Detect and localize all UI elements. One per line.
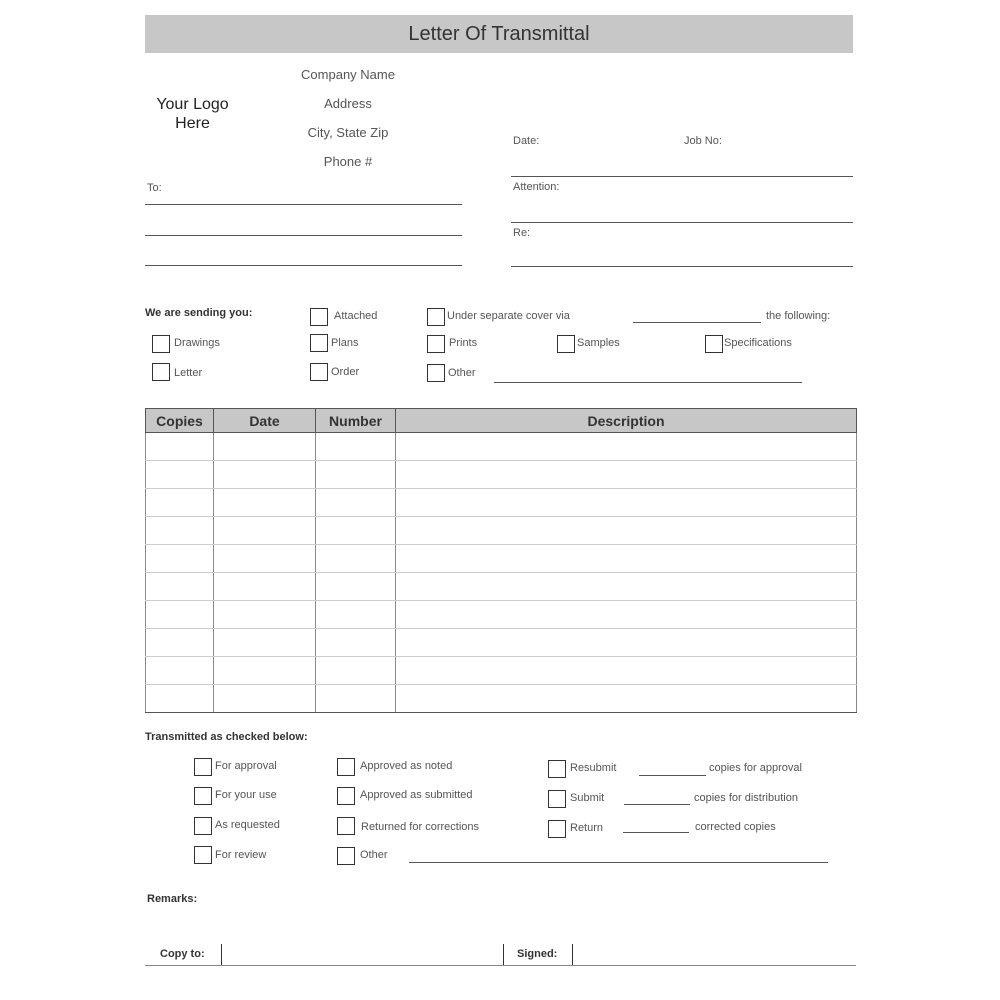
table-cell[interactable] [316, 517, 396, 545]
table-row [146, 545, 857, 573]
table-row [146, 629, 857, 657]
for-review-label: For review [215, 849, 267, 861]
signed-label: Signed: [517, 948, 558, 960]
to-line-1[interactable] [145, 204, 462, 205]
samples-checkbox[interactable] [557, 335, 575, 353]
table-cell[interactable] [316, 489, 396, 517]
to-line-3[interactable] [145, 265, 462, 266]
table-cell[interactable] [214, 517, 316, 545]
returned-for-corrections-checkbox[interactable] [337, 817, 355, 835]
submit-checkbox[interactable] [548, 790, 566, 808]
company-name: Company Name [301, 67, 395, 82]
column-header-date: Date [214, 409, 316, 433]
table-cell[interactable] [316, 685, 396, 713]
approved-as-noted-checkbox[interactable] [337, 758, 355, 776]
the-following-label: the following: [766, 310, 831, 322]
order-label: Order [331, 366, 360, 378]
table-row [146, 517, 857, 545]
logo-placeholder [145, 95, 240, 133]
table-cell[interactable] [146, 517, 214, 545]
table-cell[interactable] [146, 545, 214, 573]
table-cell[interactable] [396, 601, 857, 629]
specifications-label: Specifications [724, 337, 792, 349]
company-phone: Phone # [323, 154, 373, 169]
table-cell[interactable] [214, 461, 316, 489]
table-cell[interactable] [396, 629, 857, 657]
column-header-number: Number [316, 409, 396, 433]
under-separate-checkbox[interactable] [427, 308, 445, 326]
drawings-label: Drawings [174, 337, 220, 349]
table-cell[interactable] [316, 657, 396, 685]
table-row [146, 489, 857, 517]
plans-label: Plans [331, 337, 359, 349]
resubmit-label: Resubmit [570, 762, 617, 774]
prints-checkbox[interactable] [427, 335, 445, 353]
table-cell[interactable] [316, 545, 396, 573]
re-line[interactable] [511, 266, 853, 267]
table-cell[interactable] [214, 573, 316, 601]
table-row [146, 657, 857, 685]
company-city: City, State Zip [307, 125, 389, 140]
copy-to-separator [221, 944, 222, 966]
specifications-checkbox[interactable] [705, 335, 723, 353]
returned-for-corrections-label: Returned for corrections [361, 821, 479, 833]
attached-label: Attached [334, 310, 378, 322]
approved-as-submitted-checkbox[interactable] [337, 787, 355, 805]
approved-as-noted-label: Approved as noted [360, 760, 453, 772]
signed-separator [572, 944, 573, 966]
as-requested-checkbox[interactable] [194, 817, 212, 835]
table-cell[interactable] [146, 629, 214, 657]
prints-label: Prints [449, 337, 478, 349]
date-label: Date: [513, 135, 540, 147]
table-row [146, 573, 857, 601]
sending-other-line[interactable] [494, 382, 802, 383]
table-cell[interactable] [396, 517, 857, 545]
table-cell[interactable] [146, 461, 214, 489]
table-cell[interactable] [214, 657, 316, 685]
order-checkbox[interactable] [310, 363, 328, 381]
column-header-copies: Copies [146, 409, 214, 433]
for-your-use-checkbox[interactable] [194, 787, 212, 805]
table-row [146, 601, 857, 629]
transmitted-other-label: Other [360, 849, 388, 861]
to-label: To: [147, 182, 162, 194]
plans-checkbox[interactable] [310, 334, 328, 352]
form-title: Letter Of Transmittal [145, 15, 853, 53]
corrected-copies-label: corrected copies [695, 821, 776, 833]
return-label: Return [570, 822, 604, 834]
table-cell[interactable] [214, 545, 316, 573]
table-cell[interactable] [396, 573, 857, 601]
as-requested-label: As requested [215, 819, 280, 831]
remarks-label: Remarks: [147, 893, 198, 905]
via-line[interactable] [633, 322, 761, 323]
items-table [145, 408, 857, 713]
table-cell[interactable] [146, 685, 214, 713]
table-row [146, 433, 857, 461]
table-cell[interactable] [396, 433, 857, 461]
sending-other-checkbox[interactable] [427, 364, 445, 382]
submit-label: Submit [570, 792, 605, 804]
table-cell[interactable] [396, 685, 857, 713]
approved-as-submitted-label: Approved as submitted [360, 789, 473, 801]
re-label: Re: [513, 227, 531, 239]
table-cell[interactable] [214, 685, 316, 713]
logo-line1: Your Logo [156, 96, 229, 113]
attached-checkbox[interactable] [310, 308, 328, 326]
for-your-use-label: For your use [215, 789, 277, 801]
table-cell[interactable] [214, 489, 316, 517]
copies-for-distribution-label: copies for distribution [694, 792, 798, 804]
logo-line2: Here [175, 115, 210, 132]
sending-label: We are sending you: [145, 307, 253, 319]
for-review-checkbox[interactable] [194, 846, 212, 864]
table-cell[interactable] [146, 657, 214, 685]
resubmit-copies-line[interactable] [639, 775, 706, 776]
transmitted-other-checkbox[interactable] [337, 847, 355, 865]
footer-line[interactable] [145, 965, 856, 966]
job-no-label: Job No: [684, 135, 722, 147]
table-cell[interactable] [396, 545, 857, 573]
table-cell[interactable] [316, 433, 396, 461]
to-line-2[interactable] [145, 235, 462, 236]
table-header-row [146, 409, 857, 433]
company-address: Address [324, 96, 372, 111]
table-cell[interactable] [146, 601, 214, 629]
attention-label: Attention: [513, 181, 560, 193]
under-separate-label: Under separate cover via [447, 310, 570, 322]
signed-left-separator [503, 944, 504, 966]
drawings-checkbox[interactable] [152, 335, 170, 353]
table-cell[interactable] [396, 489, 857, 517]
copies-for-approval-label: copies for approval [709, 762, 802, 774]
table-cell[interactable] [146, 489, 214, 517]
sending-other-label: Other [448, 367, 476, 379]
table-cell[interactable] [146, 573, 214, 601]
table-row [146, 685, 857, 713]
attention-line[interactable] [511, 222, 853, 223]
table-cell[interactable] [316, 601, 396, 629]
return-copies-line[interactable] [623, 832, 689, 833]
table-cell[interactable] [316, 461, 396, 489]
date-job-line[interactable] [511, 176, 853, 177]
transmitted-label: Transmitted as checked below: [145, 731, 308, 743]
table-cell[interactable] [214, 601, 316, 629]
column-header-description: Description [396, 409, 857, 433]
for-approval-label: For approval [215, 760, 277, 772]
resubmit-checkbox[interactable] [548, 760, 566, 778]
samples-label: Samples [577, 337, 620, 349]
table-row [146, 461, 857, 489]
letter-label: Letter [174, 367, 203, 379]
table-cell[interactable] [316, 629, 396, 657]
letter-checkbox[interactable] [152, 363, 170, 381]
table-cell[interactable] [214, 629, 316, 657]
table-cell[interactable] [316, 573, 396, 601]
table-cell[interactable] [396, 461, 857, 489]
table-cell[interactable] [214, 433, 316, 461]
for-approval-checkbox[interactable] [194, 758, 212, 776]
transmitted-other-line[interactable] [409, 862, 828, 863]
copy-to-label: Copy to: [160, 948, 205, 960]
table-cell[interactable] [396, 657, 857, 685]
table-cell[interactable] [146, 433, 214, 461]
return-checkbox[interactable] [548, 820, 566, 838]
submit-copies-line[interactable] [624, 804, 690, 805]
